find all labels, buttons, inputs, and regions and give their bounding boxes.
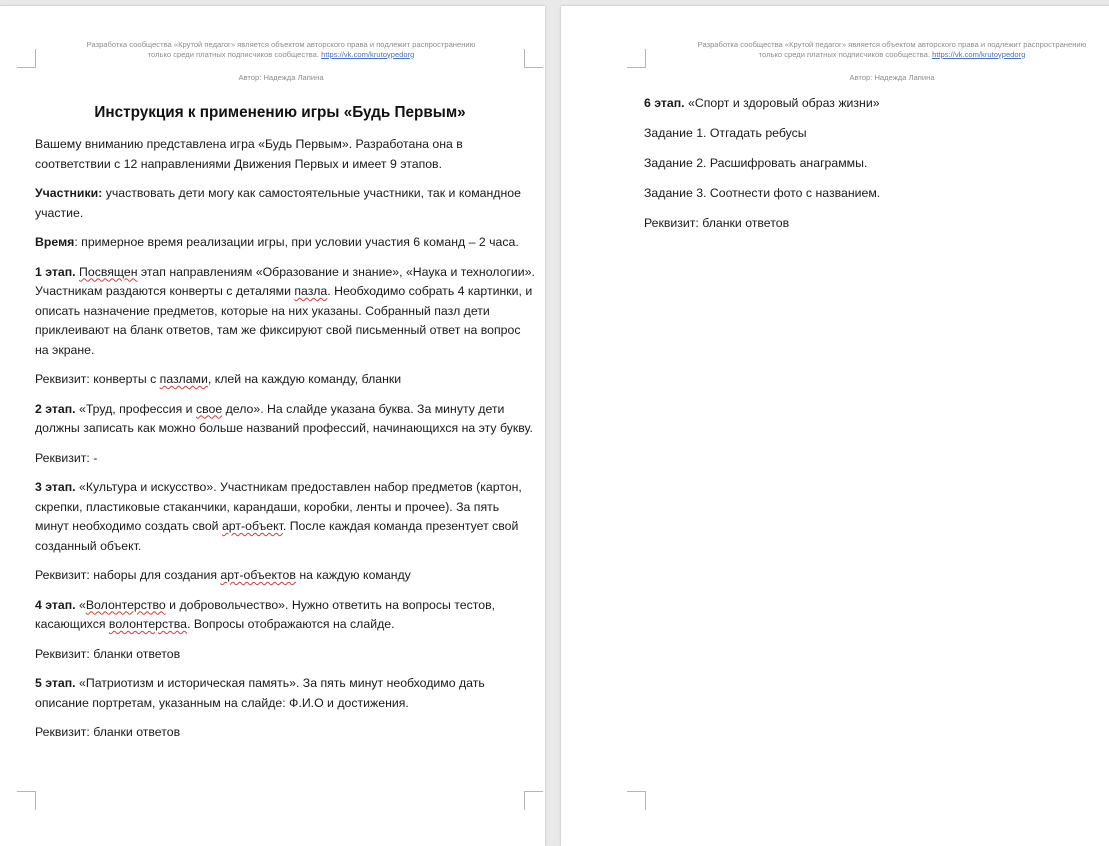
page-header [40, 40, 522, 59]
stage-6-paragraph: 6 этап. «Спорт и здоровый образ жизни» [644, 96, 880, 110]
margin-corner-top-right [524, 49, 543, 68]
margin-corner-top-left [627, 49, 646, 68]
author-line: Автор: Надежда Лапина [238, 73, 324, 82]
time-paragraph: Время: примерное время реализации игры, при условии участия 6 команд – 2 часа. [35, 235, 519, 249]
community-link[interactable]: https://vk.com/krutoypedorg [321, 49, 415, 59]
community-link[interactable]: https://vk.com/krutoypedorg [932, 49, 1026, 59]
stage-3-requisites: Реквизит: наборы для создания арт-объектов на каждую команду [35, 568, 411, 582]
participants-paragraph: Участники: участвовать дети могу как самостоятельные участники, так и командное участие. [35, 186, 521, 220]
stage-4-paragraph: 4 этап. «Волонтерство и добровольчество». Нужно ответить на вопросы тестов, касающихся волонтерства. Вопросы отображаются на слайде. [35, 597, 496, 631]
task-3: Задание 3. Соотнести фото с названием. [644, 186, 881, 200]
author-line: Автор: Надежда Лапина [849, 73, 935, 82]
margin-corner-bottom-left [627, 791, 646, 810]
document-title: Инструкция к применению игры «Будь Первым» [94, 104, 466, 121]
document-page-1 [0, 6, 545, 846]
stage-2-paragraph: 2 этап. «Труд, профессия и свое дело». На слайде указана буква. За минуту дети должны записать как можно больше названий профессий, начинающихся на эту букву. [35, 401, 533, 435]
stage-1-paragraph: 1 этап. Посвящен этап направлениям «Образование и знание», «Наука и технологии». Участникам раздаются конверты с деталями пазла. Необходимо собрать 4 картинки, и описать назначение предметов, которые на них указаны. Собранный пазл дети приклеивают на бланк ответов, там же фиксируют свой письменный ответ на вопрос на экране. [35, 264, 535, 357]
stage-1-requisites: Реквизит: конверты с пазлами, клей на каждую команду, бланки [35, 372, 402, 386]
copyright-notice-line1: Разработка сообщества «Крутой педагог» является объектом авторского права и подлежит распространению [86, 40, 476, 49]
stage-6-requisites: Реквизит: бланки ответов [644, 216, 790, 230]
stage-5-paragraph: 5 этап. «Патриотизм и историческая память». За пять минут необходимо дать описание портретам, указанным на слайде: Ф.И.О и достижения. [35, 676, 485, 710]
copyright-notice-line2: только среди платных подписчиков сообщества. https://vk.com/krutoypedorg [147, 49, 415, 59]
stage-5-requisites: Реквизит: бланки ответов [35, 725, 181, 739]
document-body [644, 94, 1104, 244]
document-body [35, 135, 535, 753]
intro-paragraph: Вашему вниманию представлена игра «Будь Первым». Разработана она в соответствии с 12 направлениями Движения Первых и имеет 9 этапов. [35, 137, 463, 171]
stage-3-paragraph: 3 этап. «Культура и искусство». Участникам предоставлен набор предметов (картон, скрепки, пластиковые стаканчики, карандаши, коробки, ленты и прочее). За пять минут необходимо создать свой арт-объект. После каждая команда презентует свой созданный объект. [35, 480, 522, 553]
margin-corner-top-left [17, 49, 36, 68]
stage-2-requisites: Реквизит: - [35, 450, 98, 465]
stage-4-requisites: Реквизит: бланки ответов [35, 646, 181, 661]
margin-corner-bottom-right [524, 791, 543, 810]
margin-corner-bottom-left [17, 791, 36, 810]
page-header [651, 40, 1109, 59]
copyright-notice-line2: только среди платных подписчиков сообщества. https://vk.com/krutoypedorg [758, 49, 1026, 59]
task-2: Задание 2. Расшифровать анаграммы. [644, 156, 868, 170]
task-1: Задание 1. Отгадать ребусы [644, 126, 807, 140]
copyright-notice-line1: Разработка сообщества «Крутой педагог» является объектом авторского права и подлежит распространению [697, 40, 1087, 49]
document-page-2 [561, 6, 1109, 846]
